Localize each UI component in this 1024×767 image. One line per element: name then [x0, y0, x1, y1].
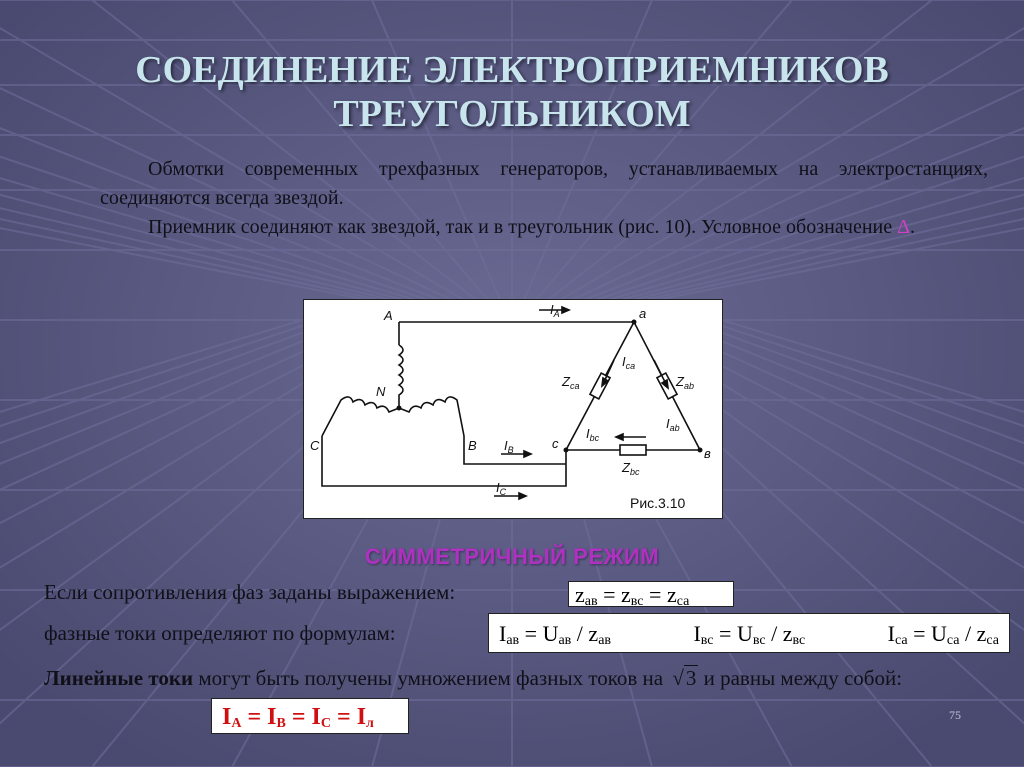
label-C: C: [310, 438, 320, 453]
circuit-diagram: [303, 299, 723, 519]
circuit-svg: [304, 300, 722, 518]
title-line-1: СОЕДИНЕНИЕ ЭЛЕКТРОПРИЕМНИКОВ: [135, 49, 889, 91]
phase-currents-formula: [488, 613, 1010, 653]
line-currents-formula: $I_А = I_В = I_С = I_л$: [211, 698, 409, 734]
impedance-Zab: $Z_{ab}$: [676, 374, 694, 391]
paragraph-generators-text: Обмотки современных трехфазных генераторов, устанавливаемых на электростанциях, соединяются всегда звездой.: [100, 158, 988, 209]
coil-c: [322, 397, 399, 436]
impedance-formula: $z_{ав} = z_{вс} = z_{са}$: [568, 581, 734, 607]
coil-b: [399, 397, 464, 436]
symmetric-mode-heading: СИММЕТРИЧНЫЙ РЕЖИМ: [364, 544, 660, 569]
current-IC: $I_C$: [496, 480, 507, 497]
paragraph-generators: [100, 155, 988, 213]
impedance-Zbc: $Z_{bc}$: [622, 460, 640, 477]
wire-c: [322, 436, 566, 486]
figure-caption: Рис.3.10: [630, 495, 686, 511]
current-Ica: $I_{ca}$: [622, 354, 636, 371]
line-currents-text: Линейные токи могут быть получены умножением фазных токов на √3 и равны между собой:: [44, 666, 903, 690]
current-IB: $I_B$: [504, 438, 514, 455]
formula-iab: $I_{ав} = U_{ав} / z_{ав}$: [499, 621, 612, 648]
sqrt-symbol: √3: [672, 666, 697, 690]
impedance-Zca: $Z_{ca}$: [562, 374, 580, 391]
current-Ibc: $I_{bc}$: [586, 426, 600, 443]
title-line-2: ТРЕУГОЛЬНИКОМ: [333, 93, 691, 135]
label-N: N: [376, 384, 386, 399]
label-c: c: [552, 436, 559, 451]
label-b: в: [704, 446, 711, 461]
label-A: A: [384, 308, 393, 323]
page-number: 75: [949, 708, 961, 722]
paragraph-receiver: [100, 213, 988, 242]
formula-ibc: $I_{вс} = U_{вс} / z_{вс}$: [693, 621, 806, 648]
delta-symbol: Δ: [897, 216, 910, 238]
slide-title: [60, 48, 964, 136]
label-a: a: [639, 306, 647, 321]
paragraph-receiver-end: .: [910, 216, 915, 238]
formula-ica: $I_{са} = U_{са} / z_{са}$: [887, 621, 999, 648]
impedance-condition-text: Если сопротивления фаз заданы выражением:: [44, 580, 456, 604]
paragraph-receiver-text: Приемник соединяют как звездой, так и в треугольник (рис. 10). Условное обозначение: [148, 216, 898, 238]
current-Iab: $I_{ab}$: [666, 416, 680, 433]
coil-a: [399, 345, 403, 408]
phase-currents-text: фазные токи определяют по формулам:: [44, 621, 396, 645]
label-B: B: [468, 438, 477, 453]
line-currents-bold: Линейные токи: [44, 666, 194, 690]
current-IA: $I_A$: [550, 302, 560, 319]
wire-b: [464, 436, 566, 464]
resistor-zbc: [620, 445, 646, 455]
